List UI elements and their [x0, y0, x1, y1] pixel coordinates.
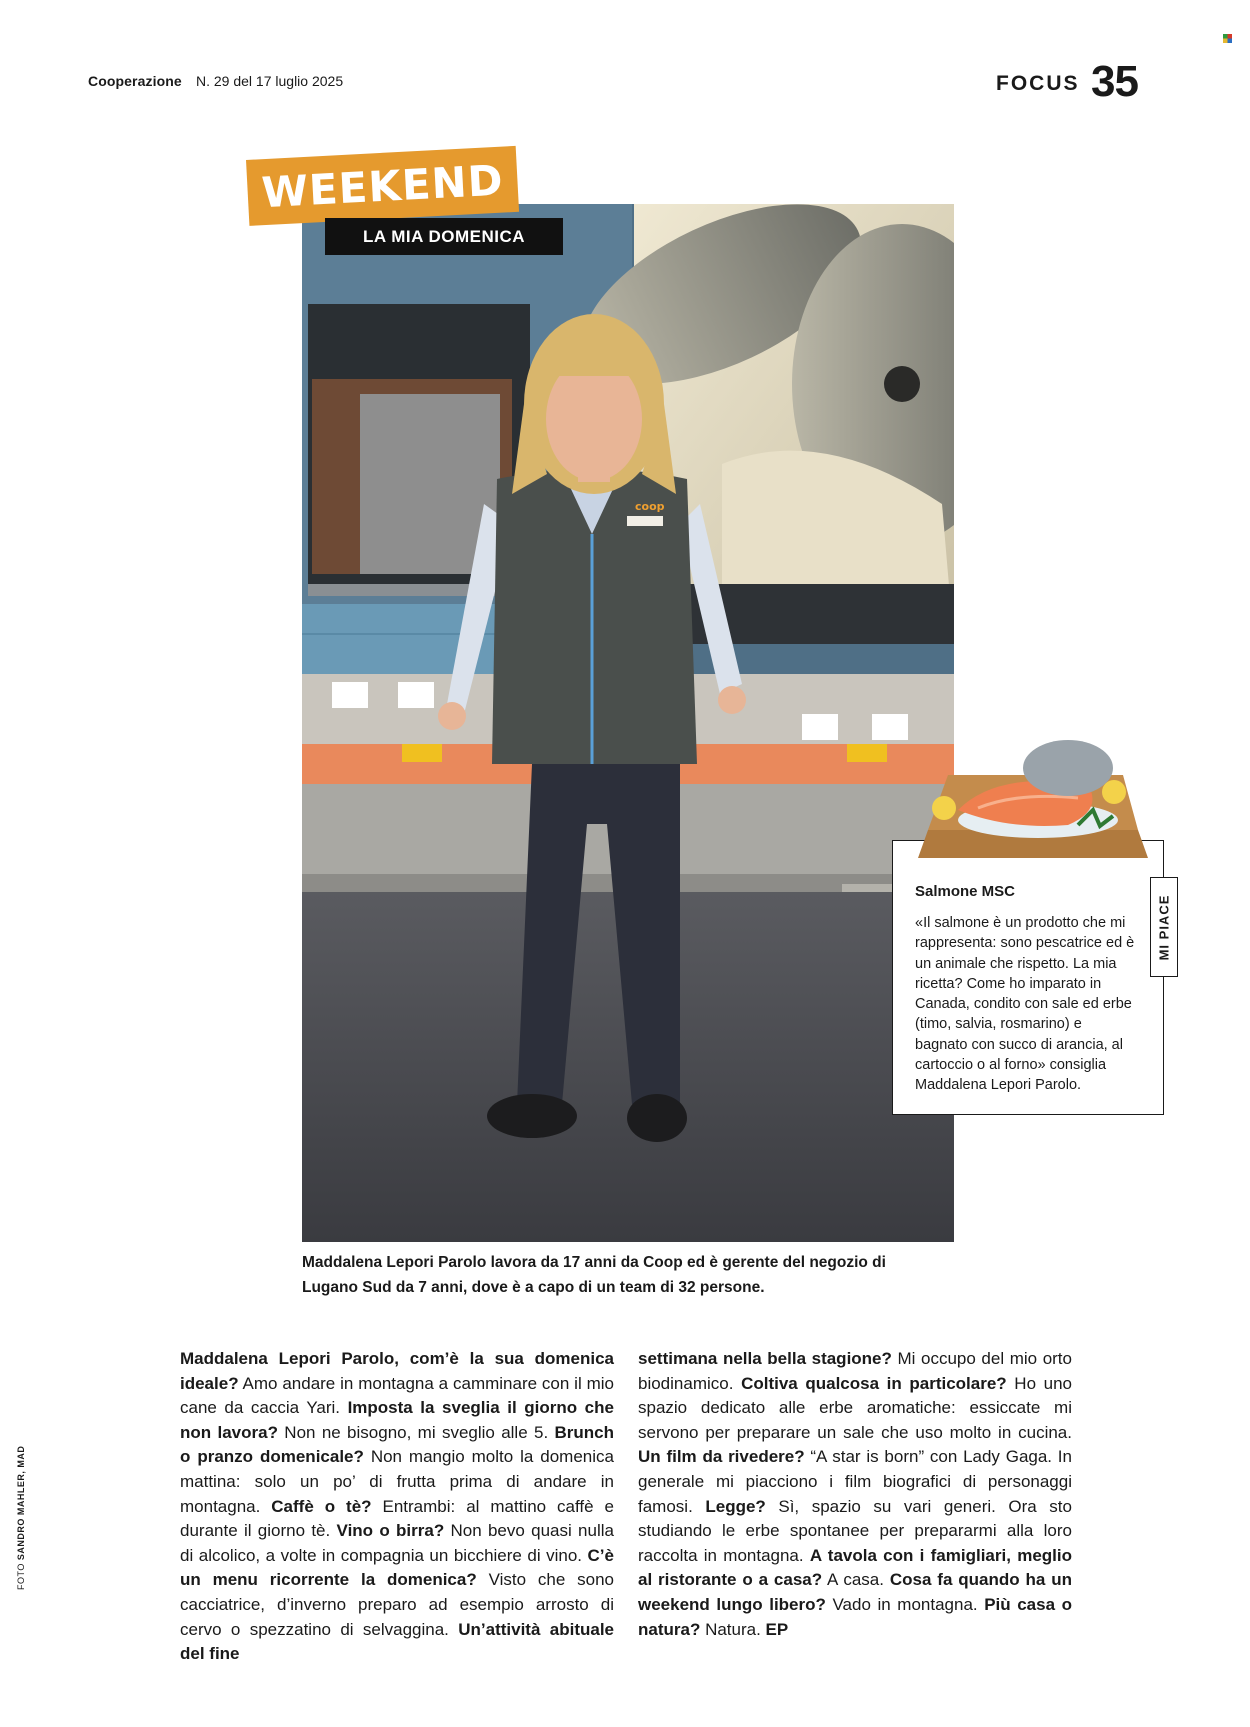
mi-piace-tag [1150, 877, 1178, 977]
answer: “A star is born” con Lady Gaga. In generale mi piacciono i film biografici di personaggi famosi. [638, 1447, 1072, 1516]
question: Imposta la sveglia il giorno che non lavora? [180, 1398, 614, 1442]
question: C’è un menu ricorrente la domenica? [180, 1545, 614, 1590]
interview-column-left [180, 1347, 614, 1667]
product-description: «Il salmone è un prodotto che mi rappresenta: sono pescatrice ed è un animale che rispetto. La mia ricetta? Come ho imparato in Canada, condito con sale ed erbe (timo, salvia, rosmarino) e bagnato con succo di arancia, al cartoccio o al forno» consiglia Maddalena Lepori Parolo. [915, 915, 1135, 1094]
question: settimana nella bella stagione? [638, 1349, 892, 1368]
salmon-dish-image [918, 730, 1153, 870]
answer: Non ne bisogno, mi sveglio alle 5. [277, 1422, 555, 1442]
question: Maddalena Lepori Parolo, com’è la sua domenica ideale? [180, 1349, 614, 1393]
mi-piace-box [892, 840, 1164, 1115]
question: Un film da rivedere? [638, 1447, 805, 1467]
question: Caffè o tè? [271, 1496, 372, 1516]
answer: Mi occupo del mio orto biodinamico. [638, 1349, 1072, 1393]
interview-column-right [638, 1347, 1072, 1642]
issue-date: N. 29 del 17 luglio 2025 [196, 73, 344, 89]
credit-names: SANDRO MAHLER, MAD [16, 1445, 26, 1561]
vest-coop-logo: coop [635, 500, 665, 513]
question: Brunch o pranzo domenicale? [180, 1422, 614, 1467]
credit-label: FOTO [16, 1563, 26, 1590]
answer: Ho uno spazio dedicato alle erbe aromatiche: essiccate mi servono per preparare un sale che uso molto in cucina. [638, 1373, 1072, 1442]
store-scene-illustration [302, 204, 954, 1242]
answer: Entrambi: al mattino caffè e durante il giorno tè. [180, 1496, 614, 1541]
photo-credit [16, 1445, 28, 1590]
answer: Non bevo quasi nulla di alcolico, a volte in compagnia un bicchiere di vino. [180, 1521, 614, 1565]
la-mia-domenica-label: LA MIA DOMENICA [325, 218, 563, 255]
answer: Amo andare in montagna a camminare con il mio cane da caccia Yari. [180, 1373, 614, 1418]
page-number: 35 [1091, 57, 1138, 106]
answer: Sì, spazio su vari generi. Ora sto studiando le erbe spontanee per prepararmi alla loro raccolta in montagna. [638, 1496, 1072, 1565]
weekend-badge: WEEKEND [246, 146, 519, 226]
question: A tavola con i famigliari, meglio al ristorante o a casa? [638, 1545, 1072, 1590]
author-signature: EP [765, 1619, 789, 1639]
question: Un’attività abituale del fine [180, 1619, 615, 1664]
answer: Vado in montagna. [825, 1594, 985, 1614]
answer: A casa. [822, 1570, 890, 1590]
question: Vino o birra? [336, 1521, 445, 1541]
question: Legge? [705, 1496, 766, 1516]
question: Più casa o natura? [638, 1594, 1072, 1639]
portrait-photo [302, 204, 954, 1242]
color-registration-mark [1223, 34, 1232, 43]
question: Cosa fa quando ha un weekend lungo libero? [638, 1570, 1073, 1614]
publication-name: Cooperazione [88, 73, 182, 89]
answer: Non mangio molto la domenica mattina: solo un po’ di frutta prima di andare in montagna. [180, 1447, 614, 1516]
mi-piace-label: MI PIACE [1156, 894, 1172, 960]
product-title: Salmone MSC [915, 883, 1016, 900]
answer: Natura. [700, 1619, 766, 1639]
photo-caption: Maddalena Lepori Parolo lavora da 17 anni da Coop ed è gerente del negozio di Lugano Sud da 7 anni, dove è a capo di un team di 32 persone. [302, 1254, 886, 1296]
answer: Visto che sono cacciatrice, d’inverno preparo ad esempio arrosto di cervo o spezzatino di selvaggina. [180, 1570, 614, 1639]
section-title: FOCUS [996, 72, 1080, 95]
question: Coltiva qualcosa in particolare? [741, 1373, 1007, 1393]
